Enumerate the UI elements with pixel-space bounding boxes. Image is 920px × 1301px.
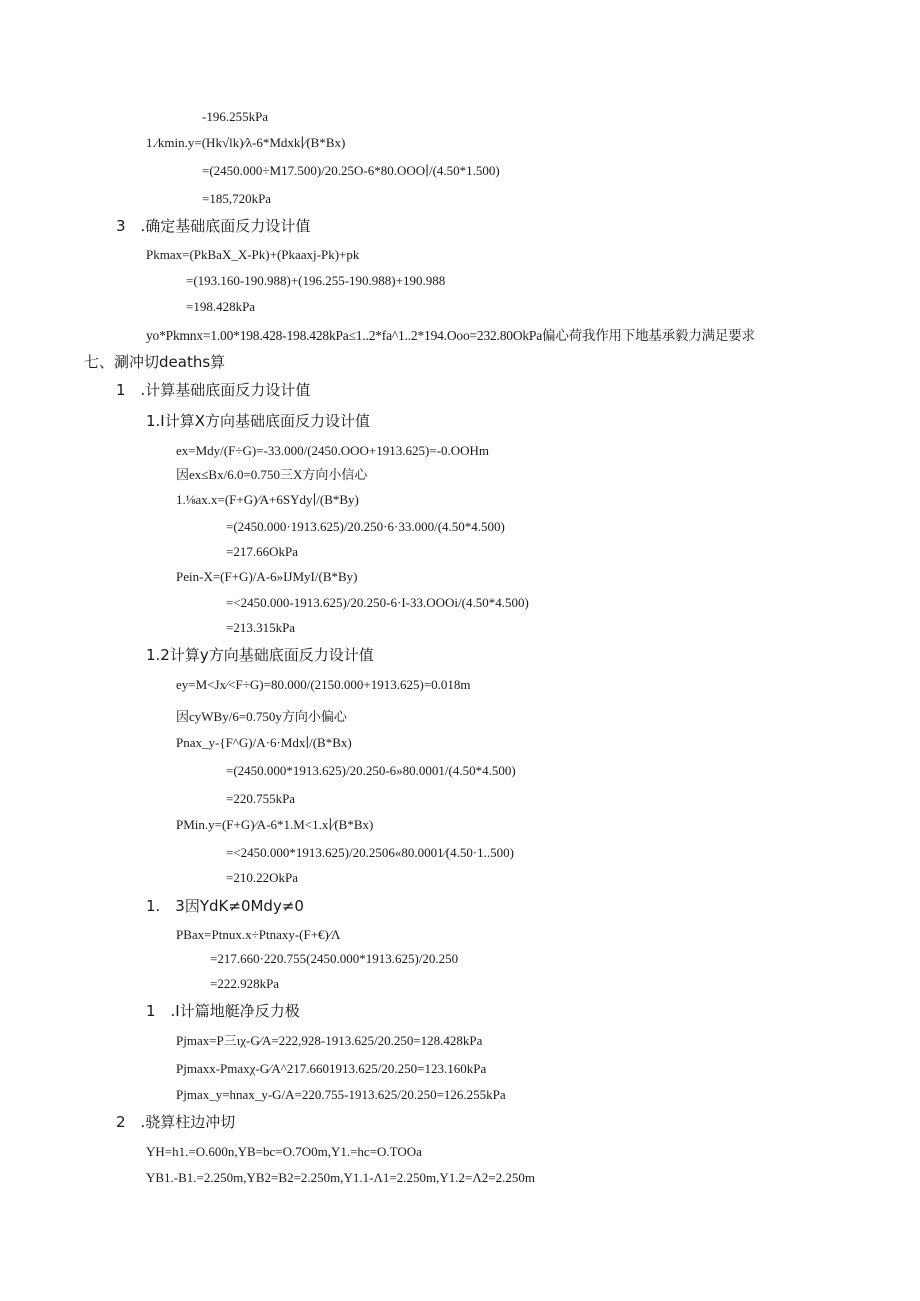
- formula-pmax-y: Pnax_y-{F^G)/A·6·Mdx∣/(B*Bx): [176, 735, 352, 750]
- result-pkmax: =198.428kPa: [186, 299, 256, 314]
- section-heading-3: 3 .确定基础底面反力设计值: [116, 217, 311, 235]
- calc-pmax-y: =(2450.000*1913.625)/20.250-6»80.0001/(4.50*4.500): [226, 763, 516, 778]
- section-heading-2: 2 .骁算柱边冲切: [116, 1113, 236, 1131]
- subsection-heading-1-3: 1. 3因YdK≠0Mdy≠0: [146, 897, 304, 915]
- formula-pjmax: Pjmax=P三ιχ-G⁄A=222,928-1913.625/20.250=128.428kPa: [176, 1033, 483, 1048]
- section-heading-1: 1 .计算基础底面反力设计值: [116, 381, 311, 399]
- subsection-heading-1-2: 1.2计算y方向基础底面反力设计值: [146, 646, 374, 664]
- result-pmax: =222.928kPa: [210, 976, 280, 991]
- formula-pkmin-y: 1.⁄kmin.y=(Hk√lk)⁄λ-6*Mdxk∣⁄(B*Bx): [146, 135, 346, 150]
- formula-pjmax-x: Pjmaxx-Pmaxχ-G⁄A^217.6601913.625/20.250=123.160kPa: [176, 1061, 487, 1076]
- subsection-heading-1-4: 1 .I计篇地艇净反力极: [146, 1002, 300, 1020]
- calc-pkmin-y: =(2450.000÷M17.500)/20.25O-6*80.OOO∣/(4.50*1.500): [202, 163, 500, 178]
- param-dimensions-1: YH=h1.=O.600n,YB=bc=O.7O0m,Y1.=hc=O.TOOa: [146, 1144, 422, 1159]
- result-pmax-y: =220.755kPa: [226, 791, 296, 806]
- result-pmin-y: =210.22OkPa: [226, 870, 298, 885]
- param-dimensions-2: YB1.-B1.=2.250m,YB2=B2=2.250m,Y1.1-Λ1=2.250m,Y1.2=Λ2=2.250m: [146, 1170, 535, 1185]
- formula-pmax: PBax=Ptnux.x÷Ptnaxy-(F+€)⁄Λ: [176, 927, 341, 942]
- calc-pkmax: =(193.160-190.988)+(196.255-190.988)+190.988: [186, 273, 446, 288]
- calc-pmax: =217.660·220.755(2450.000*1913.625)/20.250: [210, 951, 459, 966]
- calc-pmin-y: =<2450.000*1913.625)/20.2506«80.0001⁄(4.50·1..500): [226, 845, 515, 860]
- calc-pmin-x: =<2450.000-1913.625)/20.250-6·I-33.OOOi/(4.50*4.500): [226, 595, 529, 610]
- formula-pmin-y: PMin.y=(F+G)⁄A-6*1.M<1.x∣⁄(B*Bx): [176, 817, 374, 832]
- formula-pjmax-y: Pjmax_y=hnax_y-G/A=220.755-1913.625/20.250=126.255kPa: [176, 1087, 506, 1102]
- check-bearing-capacity: yo*Pkmnx=1.00*198.428-198.428kPa≤1..2*fa^1..2*194.Ooo=232.80OkPa偏心荷我作用下地基承毅力满足要求: [146, 328, 755, 343]
- formula-ey: ey=M<Jx⁄<F÷G)=80.000/(2150.000+1913.625)=0.018m: [176, 677, 471, 692]
- calc-pmax-x: =(2450.000·1913.625)/20.250·6·33.000/(4.50*4.500): [226, 519, 505, 534]
- subsection-heading-1-1: 1.I计算X方向基础底面反力设计值: [146, 412, 371, 430]
- note-y-eccentric: 因cyWBy/6=0.750y方向小偏心: [176, 709, 347, 724]
- formula-pmax-x: 1.⅛ax.x=(F+G)⁄A+6SYdy∣/(B*By): [176, 492, 359, 507]
- formula-pkmax: Pkmax=(PkBaX_X-Pk)+(Pkaaxj-Pk)+pk: [146, 247, 360, 262]
- chapter-heading-7: 七、涮冲切deaths算: [84, 353, 226, 371]
- result-pmin-x: =213.315kPa: [226, 620, 296, 635]
- result-pkmin-y: =185,720kPa: [202, 191, 272, 206]
- formula-ex: ex=Mdy/(F÷G)=-33.000/(2450.OOO+1913.625)=-0.OOHm: [176, 443, 490, 458]
- note-x-eccentric: 因ex≤Bx/6.0=0.750三X方向小信心: [176, 467, 368, 482]
- formula-pmin-x: Pein-X=(F+G)/A-6»IJMyI/(B*By): [176, 569, 358, 584]
- result-pmax-x: =217.66OkPa: [226, 544, 298, 559]
- result-pkmax-y: -196.255kPa: [202, 109, 269, 124]
